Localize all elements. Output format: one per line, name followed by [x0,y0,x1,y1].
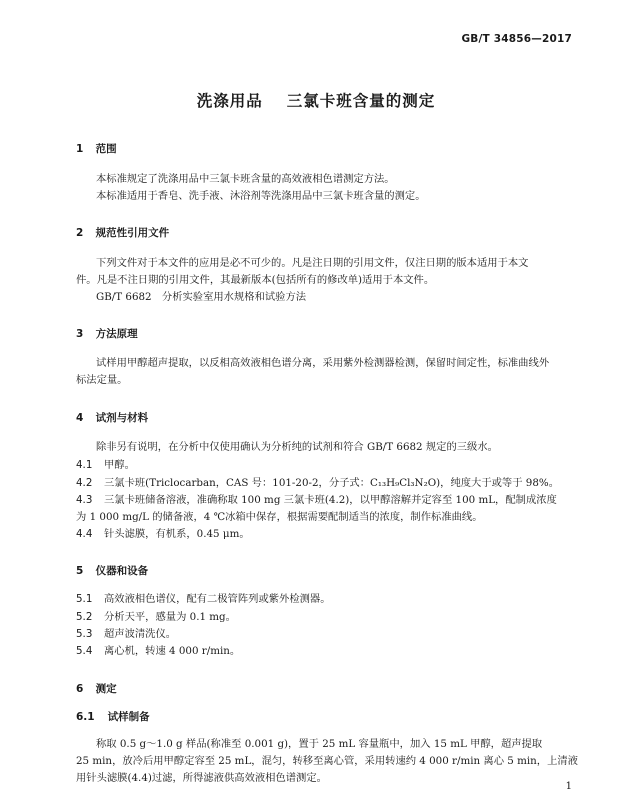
clause-text: 三氯卡班储备溶液，准确称取 100 mg 三氯卡班(4.2)，以甲醇溶解并定容至 100 mL，配制成浓度 [104,494,557,506]
section-heading-4 [76,410,148,425]
section-title: 方法原理 [95,328,138,340]
clause-text-continued: 为 1 000 mg/L 的储备液，4 ℃冰箱中保存，根据需要配制适当的浓度，制作标准曲线。 [76,511,483,523]
clause-number: 5.2 [76,611,93,623]
section-number: 5 [76,565,84,577]
clause-5-3 [76,626,576,643]
section-title: 规范性引用文件 [95,227,170,239]
document-title [0,89,632,111]
section-heading-6 [76,681,117,696]
subsection-title: 试样制备 [107,711,150,723]
paragraph-line: 25 min，放冷后用甲醇定容至 25 mL，混匀，转移至离心管，采用转速约 4 000 r/min 离心 5 min，上清液 [76,755,578,767]
section-number: 6 [76,683,84,695]
clause-text: 甲醇。 [104,459,135,471]
subsection-heading-6-1 [76,709,150,724]
section-4-intro [76,439,596,456]
section-title: 测定 [95,683,117,695]
paragraph-line: 下列文件对于本文件的应用是必不可少的。凡是注日期的引用文件，仅注日期的版本适用于本文 [96,257,529,269]
paragraph-line: 称取 0.5 g～1.0 g 样品(称准至 0.001 g)，置于 25 mL 容量瓶中，加入 15 mL 甲醇，超声提取 [96,738,543,750]
clause-text: 三氯卡班(Triclocarban，CAS 号：101-20-2，分子式：C₁₃H₉Cl₃N₂O)，纯度大于或等于 98%。 [104,477,559,489]
clause-number: 5.1 [76,593,93,605]
section-heading-2 [76,225,169,240]
page-number: 1 [565,781,572,792]
paragraph-line: 标法定量。 [76,374,128,386]
clause-4-1 [76,457,576,474]
standard-code: GB/T 34856—2017 [461,33,572,45]
section-6-1-text [76,736,576,787]
clause-5-2 [76,609,576,626]
title-part-2: 三氯卡班含量的测定 [286,92,436,110]
section-title: 试剂与材料 [95,412,149,424]
clause-text: 高效液相色谱仪，配有二极管阵列或紫外检测器。 [104,593,331,605]
paragraph-line: 本标准规定了洗涤用品中三氯卡班含量的高效液相色谱测定方法。 [96,173,395,185]
clause-5-4 [76,643,576,660]
section-number: 2 [76,227,84,239]
clause-text: 针头滤膜，有机系，0.45 μm。 [104,528,250,540]
clause-number: 5.4 [76,645,93,657]
section-heading-3 [76,326,138,341]
section-title: 仪器和设备 [95,565,149,577]
paragraph-line: 除非另有说明，在分析中仅使用确认为分析纯的试剂和符合 GB/T 6682 规定的三级水。 [96,441,498,453]
clause-text: 超声波清洗仪。 [104,628,177,640]
section-1-text [76,171,596,205]
clause-number: 4.2 [76,477,93,489]
section-2-text [76,255,576,306]
section-title: 范围 [95,143,117,155]
clause-text: 离心机，转速 4 000 r/min。 [104,645,241,657]
section-heading-1 [76,141,117,156]
clause-number: 5.3 [76,628,93,640]
clause-number: 4.1 [76,459,93,471]
clause-4-4 [76,526,576,543]
clause-4-3 [76,492,576,526]
paragraph-line: 试样用甲醇超声提取，以反相高效液相色谱分离，采用紫外检测器检测，保留时间定性，标准曲线外 [96,357,550,369]
section-heading-5 [76,563,148,578]
section-3-text [76,355,576,389]
clause-number: 4.3 [76,494,93,506]
paragraph-line: 本标准适用于香皂、洗手液、沐浴剂等洗涤用品中三氯卡班含量的测定。 [96,190,426,202]
paragraph-line: 用针头滤膜(4.4)过滤，所得滤液供高效液相色谱测定。 [76,772,327,784]
subsection-number: 6.1 [76,711,95,723]
section-number: 4 [76,412,84,424]
section-number: 3 [76,328,84,340]
paragraph-line: 件。凡是不注日期的引用文件，其最新版本(包括所有的修改单)适用于本文件。 [76,274,435,286]
normative-reference: GB/T 6682 分析实验室用水规格和试验方法 [96,291,307,303]
clause-4-2 [76,475,576,492]
clause-5-1 [76,591,576,608]
clause-number: 4.4 [76,528,93,540]
clause-text: 分析天平，感量为 0.1 mg。 [104,611,236,623]
section-number: 1 [76,143,84,155]
title-part-1: 洗涤用品 [196,92,263,110]
